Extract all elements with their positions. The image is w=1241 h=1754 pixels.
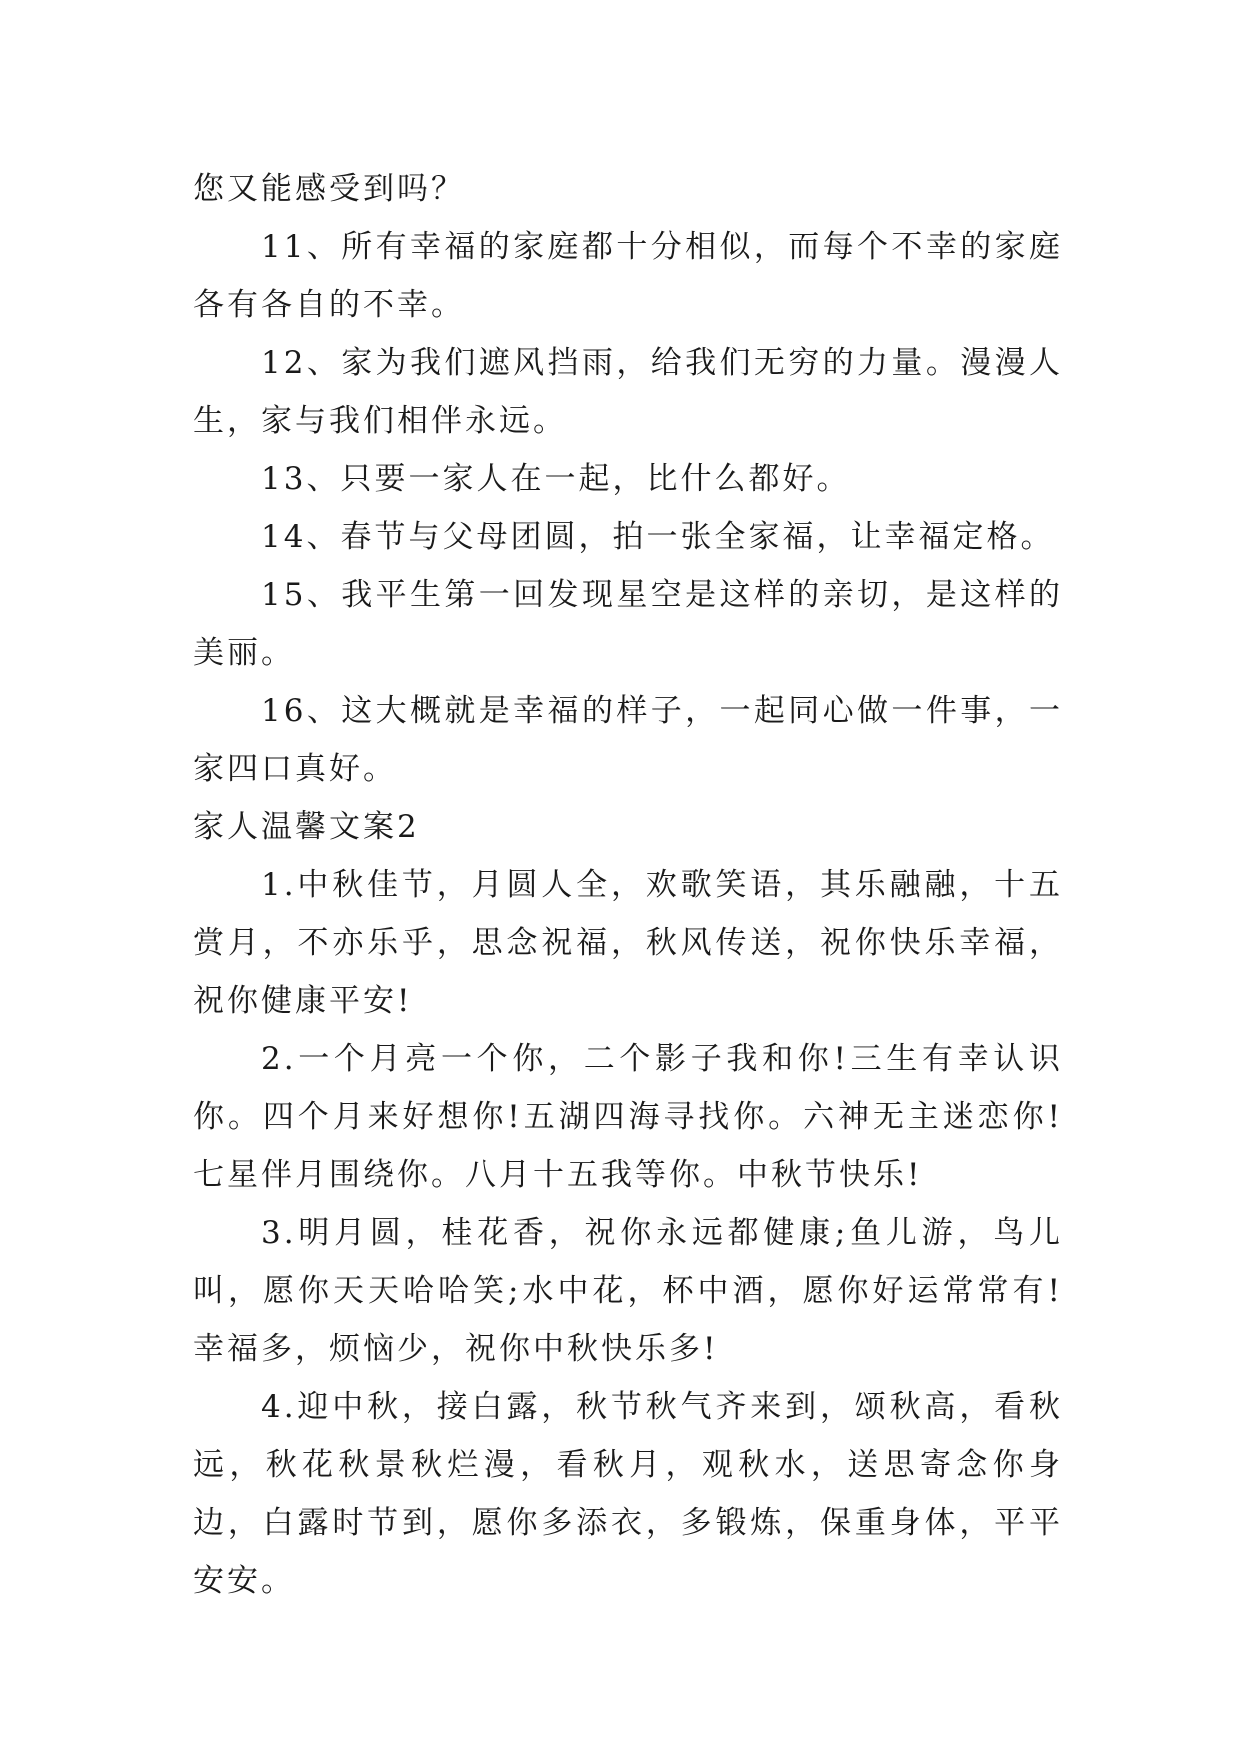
paragraph-item-13: 13、只要一家人在一起，比什么都好。 [261,461,851,497]
document-body [193,160,1063,1610]
paragraph-item-15: 15、我平生第一回发现星空是这样的亲切，是这样的美丽。 [193,577,1063,671]
paragraph-item-4: 4.迎中秋，接白露，秋节秋气齐来到，颂秋高，看秋远，秋花秋景秋烂漫，看秋月，观秋水，送思寄念你身边，白露时节到，愿你多添衣，多锻炼，保重身体，平平安安。 [193,1389,1063,1599]
paragraph-item-16: 16、这大概就是幸福的样子，一起同心做一件事，一家四口真好。 [193,693,1063,787]
paragraph-item-11: 11、所有幸福的家庭都十分相似，而每个不幸的家庭各有各自的不幸。 [193,229,1063,323]
paragraph-item-12: 12、家为我们遮风挡雨，给我们无穷的力量。漫漫人生，家与我们相伴永远。 [193,345,1063,439]
paragraph-item-2: 2.一个月亮一个你，二个影子我和你!三生有幸认识你。四个月来好想你!五湖四海寻找你。六神无主迷恋你!七星伴月围绕你。八月十五我等你。中秋节快乐! [193,1041,1063,1193]
paragraph-item-1: 1.中秋佳节，月圆人全，欢歌笑语，其乐融融，十五赏月，不亦乐乎，思念祝福，秋风传送，祝你快乐幸福，祝你健康平安! [193,867,1063,1019]
paragraph-item-14: 14、春节与父母团圆，拍一张全家福，让幸福定格。 [261,519,1055,555]
section-heading: 家人温馨文案2 [193,809,420,845]
paragraph-continuation: 您又能感受到吗？ [193,171,465,207]
paragraph-item-3: 3.明月圆，桂花香，祝你永远都健康;鱼儿游，鸟儿叫，愿你天天哈哈笑;水中花，杯中酒，愿你好运常常有!幸福多，烦恼少，祝你中秋快乐多! [193,1215,1063,1367]
